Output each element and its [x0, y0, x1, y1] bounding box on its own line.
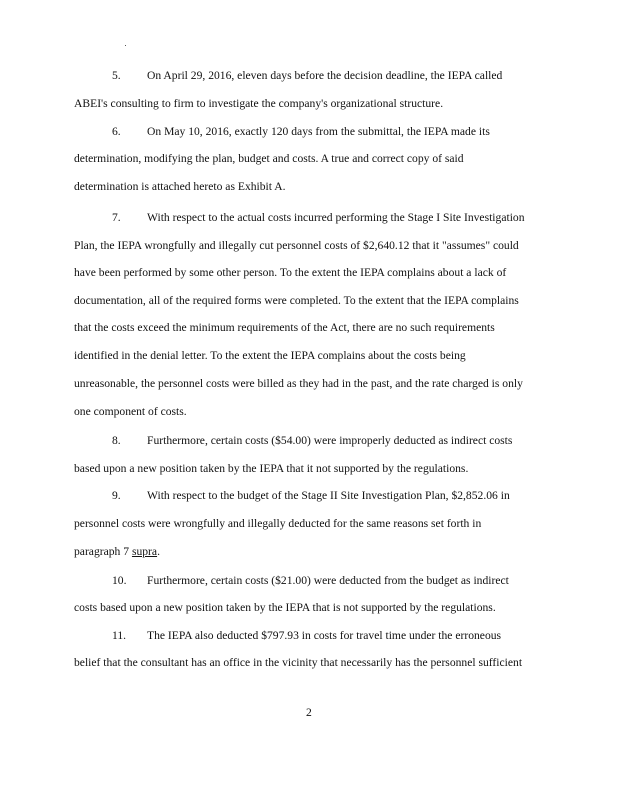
text-line: based upon a new position taken by the IEPA that it not supported by the regulations. [74, 462, 469, 475]
page-number: 2 [306, 706, 312, 719]
text-line: have been performed by some other person. To the extent the IEPA complains about a lack of [74, 266, 507, 279]
text-line: Furthermore, certain costs ($54.00) were improperly deducted as indirect costs [147, 434, 513, 447]
text-line: documentation, all of the required forms were completed. To the extent that the IEPA complains [74, 294, 519, 307]
text-line: ABEI's consulting to firm to investigate the company's organizational structure. [74, 97, 444, 110]
paragraph-number: 10. [112, 574, 127, 587]
text-line: The IEPA also deducted $797.93 in costs for travel time under the erroneous [147, 629, 502, 642]
text-line: one component of costs. [74, 405, 187, 418]
text-line: On April 29, 2016, eleven days before the decision deadline, the IEPA called [147, 69, 503, 82]
paragraph-number: 8. [112, 434, 121, 447]
text-line: With respect to the budget of the Stage II Site Investigation Plan, $2,852.06 in [147, 489, 510, 502]
text-line: Plan, the IEPA wrongfully and illegally cut personnel costs of $2,640.12 that it "assumes" could [74, 239, 519, 252]
text-line [74, 545, 160, 559]
text-line: unreasonable, the personnel costs were billed as they had in the past, and the rate charged is only [74, 377, 523, 390]
text-line: Furthermore, certain costs ($21.00) were deducted from the budget as indirect [147, 574, 509, 587]
text-fragment: paragraph 7 [74, 545, 132, 558]
text-line: identified in the denial letter. To the extent the IEPA complains about the costs being [74, 349, 466, 362]
text-line: that the costs exceed the minimum requirements of the Act, there are no such requirements [74, 321, 495, 334]
text-line: On May 10, 2016, exactly 120 days from the submittal, the IEPA made its [147, 125, 490, 138]
paragraph-number: 5. [112, 69, 121, 82]
text-line: personnel costs were wrongfully and illegally deducted for the same reasons set forth in [74, 517, 482, 530]
scan-speck [125, 45, 126, 46]
text-line: With respect to the actual costs incurred performing the Stage I Site Investigation [147, 211, 525, 224]
text-line: belief that the consultant has an office in the vicinity that necessarily has the personnel sufficient [74, 656, 523, 669]
paragraph-number: 6. [112, 125, 121, 138]
paragraph-number: 9. [112, 489, 121, 502]
paragraph-number: 7. [112, 211, 121, 224]
text-line: determination, modifying the plan, budget and costs. A true and correct copy of said [74, 152, 464, 165]
supra-citation: supra [131, 545, 158, 558]
paragraph-number: 11. [112, 629, 127, 642]
text-fragment: . [157, 545, 160, 558]
text-line: costs based upon a new position taken by the IEPA that is not supported by the regulations. [74, 601, 496, 614]
text-line: determination is attached hereto as Exhibit A. [74, 180, 286, 193]
